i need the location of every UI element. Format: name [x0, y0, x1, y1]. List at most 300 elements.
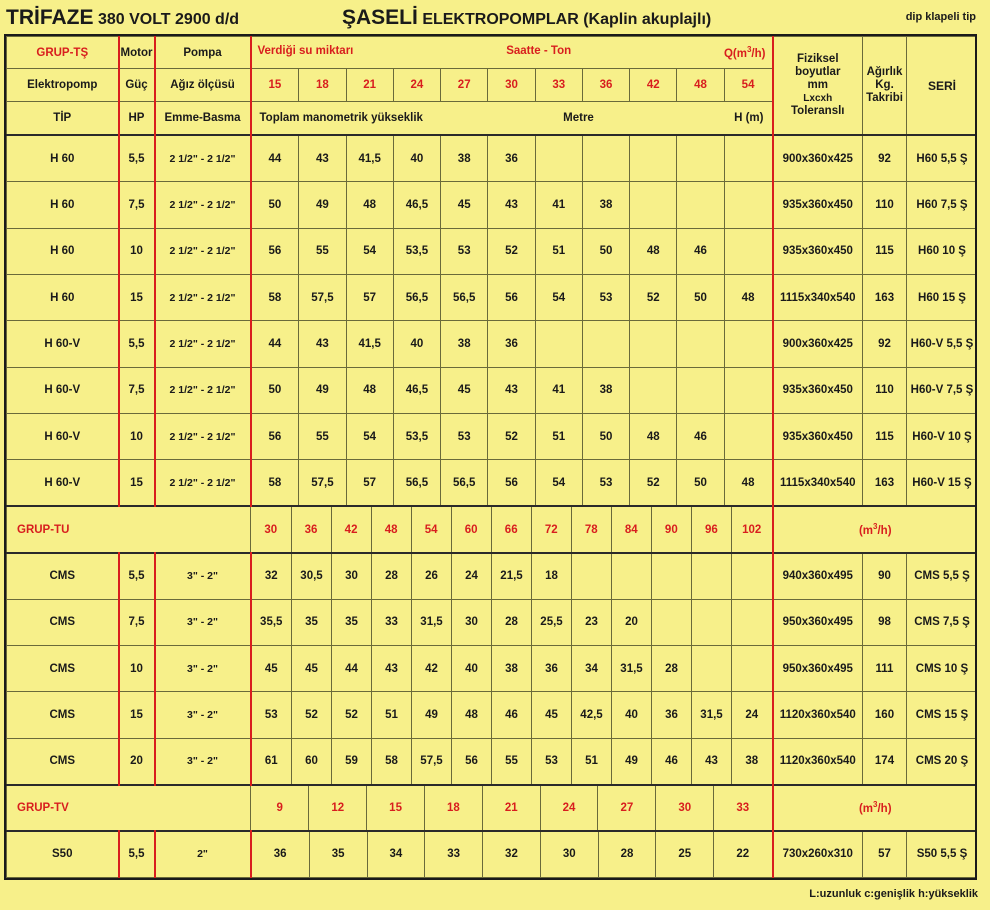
tu-value-cell: 26: [412, 554, 452, 599]
tu-value-cell: [692, 600, 732, 645]
pompa-header: Pompa: [155, 37, 251, 69]
tv-flow-cell: 21: [482, 786, 540, 830]
tu-value-cell: 45: [252, 646, 292, 691]
ts-value-cell: 38: [582, 182, 629, 227]
agiz-cell: 2 1/2" - 2 1/2": [155, 135, 251, 181]
ts-value-grid: [252, 275, 772, 320]
tip-cell: CMS: [7, 738, 119, 784]
ts-value-grid: [252, 414, 772, 459]
guc-header: Güç: [119, 69, 155, 101]
tu-value-cell: 42,5: [572, 692, 612, 737]
ts-value-cell: [677, 368, 724, 413]
tu-value-cell: [652, 600, 692, 645]
ts-value-cell: 57: [346, 275, 393, 320]
ts-row: [7, 228, 978, 274]
seri-cell: CMS 15 Ş: [907, 692, 978, 738]
ts-value-cell: 56: [488, 460, 535, 505]
tu-value-cell: 44: [332, 646, 372, 691]
hp-cell: 5,5: [119, 321, 155, 367]
boyut-cell: 935x360x450: [773, 367, 863, 413]
values-cell: [251, 321, 773, 367]
ts-value-cell: 41,5: [346, 136, 393, 181]
grup-ts-label: GRUP-TŞ: [7, 37, 119, 69]
ts-value-grid: [252, 321, 772, 366]
tu-value-cell: 31,5: [612, 646, 652, 691]
ts-value-grid: [252, 136, 772, 181]
agiz-cell: 2 1/2" - 2 1/2": [155, 274, 251, 320]
ts-value-cell: 55: [299, 229, 346, 274]
ts-value-cell: 45: [441, 182, 488, 227]
ts-value-cell: 48: [741, 476, 755, 489]
tu-value-cell: [732, 554, 772, 599]
kg-cell: 115: [863, 414, 907, 460]
ts-flow-cell: 18: [299, 69, 346, 100]
flow-title-cell: [251, 37, 773, 69]
tu-value-cell: 52: [332, 692, 372, 737]
tv-value-cell: 28: [598, 832, 656, 877]
boyut-cell: 900x360x425: [773, 135, 863, 181]
agiz-cell: 2 1/2" - 2 1/2": [155, 414, 251, 460]
tu-group-label: GRUP-TU: [7, 506, 251, 552]
tu-flow-cell: 30: [251, 507, 291, 551]
kg-cell: 110: [863, 182, 907, 228]
title-dip-klapeli: dip klapeli tip: [905, 11, 976, 23]
ts-value-cell: 45: [441, 368, 488, 413]
ts-value-grid: [252, 460, 772, 505]
agiz-cell: 2": [155, 831, 251, 878]
ts-flow-grid: [252, 69, 772, 100]
ts-value-cell: 56,5: [393, 275, 440, 320]
ts-value-cell: [677, 136, 724, 181]
boyut-cell: 935x360x450: [773, 182, 863, 228]
saatte-label: Saatte - Ton: [506, 45, 572, 58]
hp-cell: 5,5: [119, 831, 155, 878]
tv-flow-cell: 30: [656, 786, 714, 830]
tu-value-cell: 36: [532, 646, 572, 691]
boyut-cell: 935x360x450: [773, 228, 863, 274]
ts-value-cell: [724, 414, 771, 459]
toplam-cell: [251, 101, 773, 135]
seri-header: SERİ: [907, 37, 978, 136]
ts-value-cell: 52: [630, 460, 677, 505]
values-cell: [251, 831, 773, 878]
seri-cell: CMS 7,5 Ş: [907, 599, 978, 645]
fiziksel-header: [773, 37, 863, 136]
ts-value-cell: 56: [252, 414, 299, 459]
title-trifaze: TRİFAZE: [6, 6, 94, 29]
seri-cell: H60 15 Ş: [907, 274, 978, 320]
ts-value-grid: [252, 368, 772, 413]
ts-value-cell: 40: [393, 136, 440, 181]
kg-cell: 160: [863, 692, 907, 738]
tv-group-header: [7, 785, 978, 831]
values-cell: [251, 228, 773, 274]
ts-value-cell: [724, 136, 771, 181]
ts-value-cell: 49: [299, 368, 346, 413]
kg-cell: 90: [863, 553, 907, 599]
tu-row: [7, 738, 978, 784]
title-left: [6, 6, 239, 30]
ts-value-cell: [630, 368, 677, 413]
pump-table: [6, 36, 977, 878]
tu-value-cell: 32: [252, 554, 292, 599]
tu-value-cell: 49: [412, 692, 452, 737]
ts-row: [7, 321, 978, 367]
ts-flow-cell: 33: [535, 69, 582, 100]
ts-value-cell: 52: [488, 414, 535, 459]
agiz-cell: 2 1/2" - 2 1/2": [155, 460, 251, 506]
footer-legend: L:uzunluk c:genişlik h:yükseklik: [809, 888, 978, 900]
tv-flow-cell: 27: [598, 786, 656, 830]
tu-flow-cell: 96: [691, 507, 731, 551]
values-cell: [251, 692, 773, 738]
ts-value-cell: 36: [488, 136, 535, 181]
tu-value-cell: [732, 600, 772, 645]
ts-value-cell: 38: [441, 136, 488, 181]
tu-value-cell: 35,5: [252, 600, 292, 645]
tu-value-cell: 18: [532, 554, 572, 599]
motor-header: Motor: [119, 37, 155, 69]
ts-flow-cell: 54: [741, 78, 755, 91]
ts-row: [7, 135, 978, 181]
tu-flow-cell: 36: [291, 507, 331, 551]
tu-flow-cell: 84: [611, 507, 651, 551]
ts-value-cell: 44: [252, 136, 299, 181]
ts-flow-values: [251, 69, 773, 101]
values-cell: [251, 738, 773, 784]
agiz-cell: 3" - 2": [155, 599, 251, 645]
tu-value-cell: 55: [492, 739, 532, 784]
tu-flow-cell: 66: [491, 507, 531, 551]
tu-value-cell: 38: [492, 646, 532, 691]
tu-flow-cell: 54: [411, 507, 451, 551]
ts-value-cell: 41,5: [346, 321, 393, 366]
ts-value-grid: [252, 182, 772, 227]
ts-value-cell: 51: [535, 229, 582, 274]
tv-flow-cell: 15: [367, 786, 425, 830]
ts-value-cell: 46,5: [393, 182, 440, 227]
ts-value-cell: 48: [741, 291, 755, 304]
tip-cell: H 60: [7, 182, 119, 228]
ts-value-cell: 46,5: [393, 368, 440, 413]
kg-cell: 98: [863, 599, 907, 645]
ts-value-cell: 43: [299, 136, 346, 181]
ts-flow-cell: 27: [441, 69, 488, 100]
tv-value-cell: 33: [425, 832, 483, 877]
tu-flow-cell: 90: [651, 507, 691, 551]
tu-value-cell: 46: [652, 739, 692, 784]
ts-value-cell: 48: [346, 182, 393, 227]
tu-value-grid: [252, 554, 772, 599]
tip-cell: H 60-V: [7, 460, 119, 506]
tip-cell: H 60: [7, 228, 119, 274]
title-voltage: 380 VOLT 2900 d/d: [97, 11, 240, 28]
ts-value-cell: 54: [346, 414, 393, 459]
seri-cell: H60-V 7,5 Ş: [907, 367, 978, 413]
ts-value-cell: 57,5: [299, 460, 346, 505]
fiziksel-label: Fiziksel boyutlar mm Lxcxh Toleranslı: [791, 53, 845, 118]
ts-value-cell: 53,5: [393, 229, 440, 274]
ts-value-cell: 46: [677, 414, 724, 459]
boyut-cell: 950x360x495: [773, 645, 863, 691]
ts-value-cell: 58: [252, 275, 299, 320]
boyut-cell: 950x360x495: [773, 599, 863, 645]
hp-cell: 10: [119, 645, 155, 691]
tip-cell: H 60: [7, 135, 119, 181]
boyut-cell: 940x360x495: [773, 553, 863, 599]
tv-flow-cell: 24: [540, 786, 598, 830]
ts-value-cell: 53: [582, 460, 629, 505]
kg-cell: 92: [863, 135, 907, 181]
tu-value-cell: [732, 646, 772, 691]
ts-value-cell: [677, 182, 724, 227]
ts-value-cell: 46: [677, 229, 724, 274]
tu-value-cell: 28: [652, 646, 692, 691]
ts-value-cell: 43: [488, 182, 535, 227]
tv-unit-label: $(m^3/h)$: [773, 785, 978, 831]
tip-cell: H 60: [7, 274, 119, 320]
page-header: [0, 0, 990, 34]
seri-cell: H60 7,5 Ş: [907, 182, 978, 228]
tu-value-cell: 20: [612, 600, 652, 645]
ts-value-cell: 50: [582, 414, 629, 459]
ts-value-cell: 56,5: [393, 460, 440, 505]
hp-cell: 5,5: [119, 553, 155, 599]
tip-cell: CMS: [7, 553, 119, 599]
ts-flow-cell: 24: [393, 69, 440, 100]
seri-cell: S50 5,5 Ş: [907, 831, 978, 878]
values-cell: [251, 414, 773, 460]
boyut-cell: 1120x360x540: [773, 738, 863, 784]
tu-value-cell: 42: [412, 646, 452, 691]
agiz-cell: 2 1/2" - 2 1/2": [155, 367, 251, 413]
tu-flow-cell: 48: [371, 507, 411, 551]
ts-value-cell: [630, 182, 677, 227]
tip-cell: H 60-V: [7, 414, 119, 460]
tu-value-cell: 51: [372, 692, 412, 737]
tu-value-cell: 23: [572, 600, 612, 645]
boyut-cell: 935x360x450: [773, 414, 863, 460]
tu-value-cell: 53: [252, 692, 292, 737]
tv-group-label: GRUP-TV: [7, 785, 251, 831]
tu-value-cell: 35: [332, 600, 372, 645]
tu-value-cell: 31,5: [692, 692, 732, 737]
ts-value-cell: [630, 136, 677, 181]
ts-value-cell: 52: [630, 275, 677, 320]
agirlik-label: Ağırlık Kg. Takribi: [866, 66, 903, 105]
tv-flow-cell: 9: [251, 786, 309, 830]
ts-value-cell: 50: [677, 460, 724, 505]
tu-value-cell: 31,5: [412, 600, 452, 645]
tu-value-grid: [252, 692, 772, 737]
tu-group-header: [7, 506, 978, 552]
tu-flow-cell: 78: [571, 507, 611, 551]
ts-flow-cell: 30: [488, 69, 535, 100]
tu-value-cell: 53: [532, 739, 572, 784]
ts-value-cell: 57,5: [299, 275, 346, 320]
values-cell: [251, 599, 773, 645]
tu-value-cell: [572, 554, 612, 599]
ts-value-cell: [535, 136, 582, 181]
tu-flow-cell: 102: [742, 523, 762, 536]
ts-value-cell: 51: [535, 414, 582, 459]
ts-value-cell: 53,5: [393, 414, 440, 459]
agirlik-header: [863, 37, 907, 136]
tu-value-cell: 21,5: [492, 554, 532, 599]
ts-value-cell: 56,5: [441, 275, 488, 320]
tv-value-cell: 22: [736, 848, 750, 861]
ts-value-cell: 48: [346, 368, 393, 413]
agiz-cell: 3" - 2": [155, 692, 251, 738]
tu-row: [7, 553, 978, 599]
ts-value-cell: 40: [393, 321, 440, 366]
verdigi-label: Verdiği su miktarı: [257, 45, 354, 58]
tu-value-cell: [692, 554, 732, 599]
tu-value-cell: 30: [452, 600, 492, 645]
tu-value-cell: 30: [332, 554, 372, 599]
tu-value-cell: 30,5: [292, 554, 332, 599]
ts-flow-cell: 42: [630, 69, 677, 100]
ts-value-cell: [677, 321, 724, 366]
seri-cell: CMS 5,5 Ş: [907, 553, 978, 599]
kg-cell: 163: [863, 274, 907, 320]
tu-value-cell: 56: [452, 739, 492, 784]
ts-value-cell: 36: [488, 321, 535, 366]
values-cell: [251, 553, 773, 599]
ts-value-cell: [724, 368, 771, 413]
hp-cell: 10: [119, 414, 155, 460]
agiz-cell: 3" - 2": [155, 553, 251, 599]
toplam-label: Toplam manometrik yükseklik: [259, 111, 423, 124]
ts-value-cell: 56,5: [441, 460, 488, 505]
tu-value-cell: 51: [572, 739, 612, 784]
kg-cell: 174: [863, 738, 907, 784]
ts-value-cell: 50: [582, 229, 629, 274]
tv-flow-cell: 18: [424, 786, 482, 830]
ts-value-cell: 38: [441, 321, 488, 366]
ts-row: [7, 460, 978, 506]
hp-cell: 5,5: [119, 135, 155, 181]
hp-header: HP: [119, 101, 155, 135]
tu-value-cell: 24: [745, 709, 759, 721]
emme-header: Emme-Basma: [155, 101, 251, 135]
ts-value-cell: 48: [630, 229, 677, 274]
boyut-cell: 1115x340x540: [773, 460, 863, 506]
tv-flow-cell: 12: [309, 786, 367, 830]
tv-flow-cell: 33: [736, 801, 750, 814]
tu-flow-cell: 42: [331, 507, 371, 551]
tv-value-cell: 25: [656, 832, 714, 877]
values-cell: [251, 645, 773, 691]
ts-value-cell: 54: [346, 229, 393, 274]
metre-label: Metre: [563, 111, 594, 124]
ts-flow-cell: 15: [252, 69, 299, 100]
kg-cell: 111: [863, 645, 907, 691]
ts-value-cell: 52: [488, 229, 535, 274]
agiz-cell: 2 1/2" - 2 1/2": [155, 228, 251, 274]
tip-cell: H 60-V: [7, 367, 119, 413]
ts-value-cell: 54: [535, 460, 582, 505]
ts-value-cell: [582, 321, 629, 366]
tu-row: [7, 599, 978, 645]
ts-value-cell: 55: [299, 414, 346, 459]
seri-cell: CMS 10 Ş: [907, 645, 978, 691]
ts-value-cell: 54: [535, 275, 582, 320]
seri-cell: CMS 20 Ş: [907, 738, 978, 784]
tu-flow-grid: [251, 507, 772, 551]
hp-cell: 10: [119, 228, 155, 274]
pump-spec-table: [4, 34, 977, 880]
tip-cell: CMS: [7, 692, 119, 738]
hp-cell: 7,5: [119, 367, 155, 413]
title-saseli: ŞASELİ: [342, 6, 418, 29]
tu-value-grid: [252, 600, 772, 645]
ts-value-cell: [724, 229, 771, 274]
tu-value-cell: [652, 554, 692, 599]
ts-flow-cell: 21: [346, 69, 393, 100]
ts-flow-cell: 48: [677, 69, 724, 100]
tv-value-cell: 34: [367, 832, 425, 877]
tu-value-cell: 36: [652, 692, 692, 737]
values-cell: [251, 460, 773, 506]
ts-value-cell: 44: [252, 321, 299, 366]
tu-value-grid: [252, 739, 772, 784]
boyut-cell: 1115x340x540: [773, 274, 863, 320]
agiz-cell: 3" - 2": [155, 738, 251, 784]
tu-row: [7, 692, 978, 738]
tu-flow-cell: 72: [531, 507, 571, 551]
ts-value-cell: 58: [252, 460, 299, 505]
ts-value-cell: [582, 136, 629, 181]
tip-cell: CMS: [7, 645, 119, 691]
tu-value-cell: 35: [292, 600, 332, 645]
seri-cell: H60 10 Ş: [907, 228, 978, 274]
tu-value-cell: 38: [745, 755, 759, 768]
tu-flow-cell: 60: [451, 507, 491, 551]
tv-value-cell: 30: [540, 832, 598, 877]
agiz-cell: 2 1/2" - 2 1/2": [155, 321, 251, 367]
ts-value-cell: 49: [299, 182, 346, 227]
tu-value-cell: 49: [612, 739, 652, 784]
kg-cell: 110: [863, 367, 907, 413]
tu-value-cell: 43: [372, 646, 412, 691]
kg-cell: 57: [863, 831, 907, 878]
tu-value-cell: 52: [292, 692, 332, 737]
agiz-cell: 3" - 2": [155, 645, 251, 691]
ts-value-cell: 43: [488, 368, 535, 413]
ts-value-cell: 41: [535, 182, 582, 227]
tip-cell: S50: [7, 831, 119, 878]
hp-cell: 7,5: [119, 182, 155, 228]
tu-value-cell: 28: [492, 600, 532, 645]
boyut-cell: 730x260x310: [773, 831, 863, 878]
ts-value-cell: 57: [346, 460, 393, 505]
ts-value-cell: [630, 321, 677, 366]
ts-value-cell: 53: [441, 414, 488, 459]
values-cell: [251, 367, 773, 413]
ts-value-cell: 50: [677, 275, 724, 320]
seri-cell: H60 5,5 Ş: [907, 135, 978, 181]
tu-value-cell: 58: [372, 739, 412, 784]
tu-value-cell: 59: [332, 739, 372, 784]
tv-flow-values: [251, 785, 773, 831]
tu-flow-values: [251, 506, 773, 552]
ts-value-cell: 43: [299, 321, 346, 366]
tu-value-cell: 48: [452, 692, 492, 737]
tu-value-cell: 43: [692, 739, 732, 784]
ts-value-cell: 56: [252, 229, 299, 274]
hp-cell: 15: [119, 692, 155, 738]
